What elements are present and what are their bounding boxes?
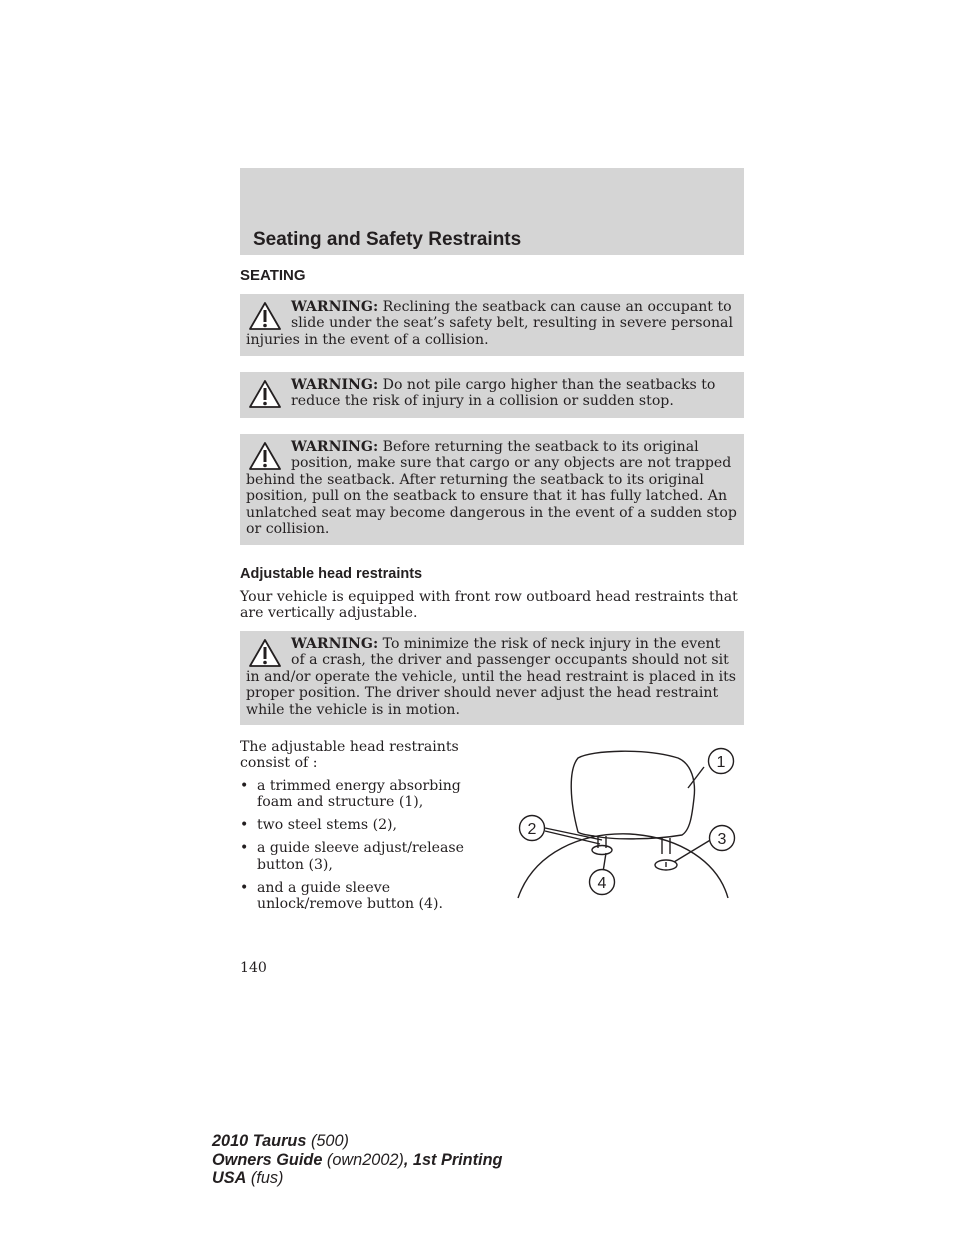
warning-text: To minimize the risk of neck injury in the event of a crash, the driver and passenger occupants should not sit in and/or operate the vehicle, until the head restraint is placed in its proper position. The driver should never adjust the head restraint while the vehicle is in motion. [246, 636, 737, 718]
guide-sleeve-left [592, 846, 612, 855]
warning-triangle-icon [248, 441, 282, 471]
page-number: 140 [240, 960, 267, 976]
warning-box-cargo [240, 372, 744, 418]
warning-label: WARNING: [291, 439, 379, 455]
chapter-title: Seating and Safety Restraints [253, 229, 522, 250]
head-restraint-cushion [571, 751, 694, 839]
chapter-header-band [240, 168, 744, 255]
warning-box-seatback [240, 434, 744, 545]
leader-line-3 [674, 839, 712, 862]
warning-box-reclining [240, 294, 744, 356]
callout-label-3: 3 [717, 831, 727, 848]
warning-triangle-icon [248, 379, 282, 409]
footer-line-guide: Owners Guide (own2002), 1st Printing [212, 1150, 503, 1169]
warning-triangle-icon [248, 638, 282, 668]
warning-triangle-icon [248, 301, 282, 331]
warning-label: WARNING: [291, 636, 379, 652]
warning-text: Before returning the seatback to its original position, make sure that cargo or any objects are not trapped behind the seatback. After returning the seatback to its original position, pull on the seatback to ensure that it has fully latched. An unlatched seat may become dangerous in the event of a sudden stop or collision. [246, 439, 737, 538]
list-item: • a guide sleeve adjust/release button (3), [240, 840, 495, 873]
footer-line-market: USA (fus) [212, 1169, 284, 1187]
component-list [240, 778, 495, 919]
warning-text: Do not pile cargo higher than the seatbacks to reduce the risk of injury in a collision or sudden stop. [291, 377, 716, 410]
head-restraint-diagram [512, 740, 744, 902]
document-footer [212, 1132, 502, 1188]
head-restraints-intro: Your vehicle is equipped with front row outboard head restraints that are vertically adjustable. [240, 589, 738, 622]
warning-label: WARNING: [291, 377, 379, 393]
components-intro: The adjustable head restraints consist of : [240, 739, 459, 772]
seatback-outline [518, 834, 728, 898]
warning-text: Reclining the seatback can cause an occupant to slide under the seat’s safety belt, resulting in severe personal injuries in the event of a collision. [246, 299, 733, 348]
callout-label-4: 4 [597, 875, 607, 892]
callout-label-2: 2 [527, 821, 537, 838]
subheading-head-restraints: Adjustable head restraints [240, 566, 423, 582]
callout-label-1: 1 [716, 754, 726, 771]
list-item: • and a guide sleeve unlock/remove button (4). [240, 880, 495, 913]
warning-box-neck-injury [240, 631, 744, 725]
warning-label: WARNING: [291, 299, 379, 315]
list-item: • two steel stems (2), [240, 817, 495, 833]
footer-line-model: 2010 Taurus (500) [212, 1132, 349, 1150]
section-heading: SEATING [240, 267, 306, 284]
list-item: • a trimmed energy absorbing foam and structure (1), [240, 778, 495, 811]
